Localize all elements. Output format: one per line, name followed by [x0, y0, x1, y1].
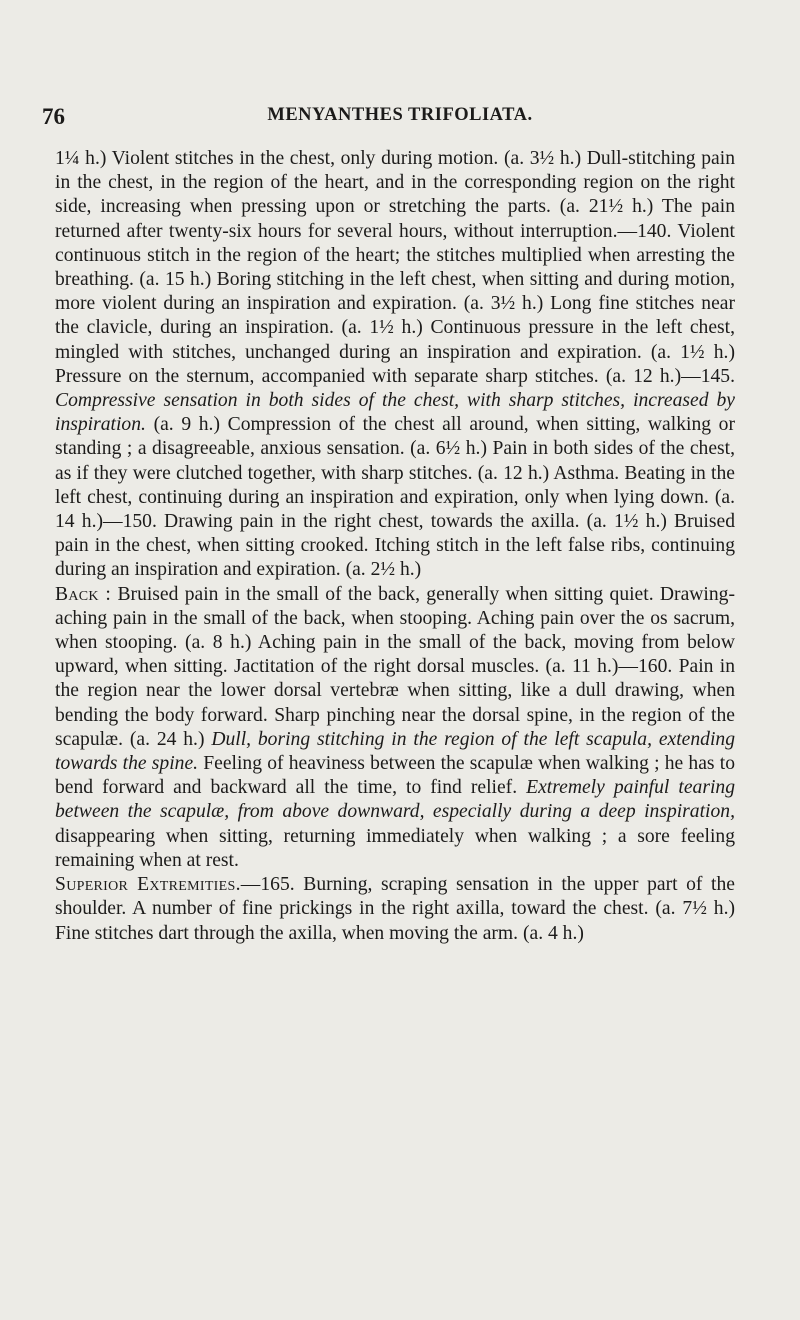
running-title: MENYANTHES TRIFOLIATA.	[267, 105, 533, 125]
superior-extremities-paragraph	[55, 873, 735, 946]
back-heading: Back :	[55, 583, 112, 605]
back-symptoms-paragraph	[55, 583, 735, 873]
chest-symptoms-paragraph	[55, 147, 735, 583]
chest-text-1: 1¼ h.) Violent stitches in the chest, only during motion. (a. 3½ h.) Dull-stitching pain in the chest, in the region of the heart, and in the corresponding region on the right side, increasing when pressing upon or stretching the parts. (a. 21½ h.) The pain returned after twenty-six hours for several hours, without interruption.—140. Violent continuous stitch in the region of the heart; the stitches multiplied when arresting the breathing. (a. 15 h.) Boring stitching in the left chest, when sitting and during motion, more violent during an inspiration and expiration. (a. 3½ h.) Long fine stitches near the clavicle, during an inspiration. (a. 1½ h.) Continuous pressure in the left chest, mingled with stitches, unchanged during an inspiration and expiration. (a. 1½ h.) Pressure on the sternum, accompanied with separate sharp stitches. (a. 12 h.)—145.	[55, 148, 735, 387]
page-number: 76	[42, 104, 65, 129]
back-italic-2: Extremely painful tearing between the scapulæ, from above downward, especially during a deep inspiration,	[55, 777, 735, 823]
chest-text-2: (a. 9 h.) Compression of the chest all around, when sitting, walking or standing ; a disagreeable, anxious sensation. (a. 6½ h.) Pain in both sides of the chest, as if they were clutched together, with sharp stitches. (a. 12 h.) Asthma. Beating in the left chest, continuing during an inspiration and expiration, only when lying down. (a. 14 h.)—150. Drawing pain in the right chest, towards the axilla. (a. 1½ h.) Bruised pain in the chest, when sitting crooked. Itching stitch in the left false ribs, continuing during an inspiration and expiration. (a. 2½ h.)	[55, 414, 735, 581]
back-italic-1: Dull, boring stitching in the region of the left scapula, extending towards the spine.	[55, 728, 735, 775]
back-text-1: Bruised pain in the small of the back, generally when sitting quiet. Drawing-aching pain in the small of the back, when stooping. Aching pain over the os sacrum, when stooping. (a. 8 h.) Aching pain in the small of the back, moving from below upward, when sitting. Jactitation of the right dorsal muscles. (a. 11 h.)—160. Pain in the region near the lower dorsal vertebræ when sitting, like a dull drawing, when bending the body forward. Sharp pinching near the dorsal spine, in the region of the scapulæ. (a. 24 h.)	[55, 583, 735, 750]
extremities-text-1: —165. Burning, scraping sensation in the upper part of the shoulder. A number of fine prickings in the right axilla, toward the chest. (a. 7½ h.) Fine stitches dart through the axilla, when moving the arm. (a. 4 h.)	[55, 874, 735, 944]
running-head	[42, 104, 758, 134]
extremities-heading: Superior Extremities.	[55, 874, 241, 896]
body-text	[55, 147, 735, 946]
chest-italic-1: Compressive sensation in both sides of the chest, with sharp stitches, increased by inspiration.	[55, 390, 735, 436]
back-text-2: Feeling of heaviness between the scapulæ when walking ; he has to bend forward and backward all the time, to find relief.	[55, 753, 735, 799]
back-text-3: disappearing when sitting, returning immediately when walking ; a sore feeling remaining when at rest.	[55, 825, 735, 871]
